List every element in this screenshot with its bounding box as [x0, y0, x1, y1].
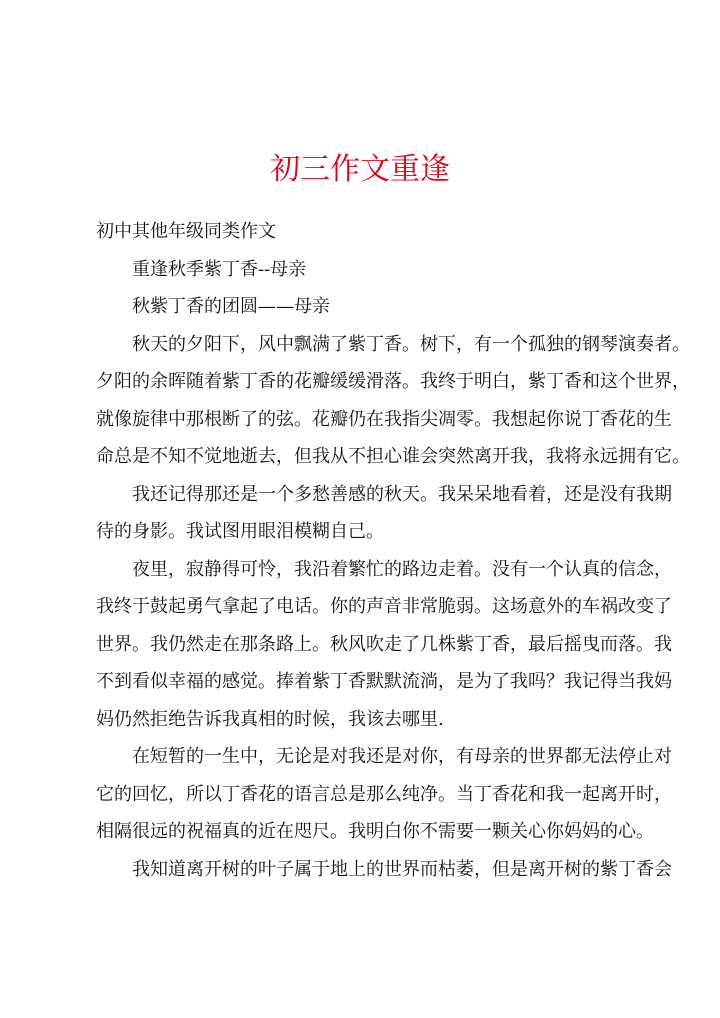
document-title: 初三作文重逢	[270, 152, 450, 187]
body-line: 我还记得那还是一个多愁善感的秋天。我呆呆地看着，还是没有我期	[132, 484, 672, 505]
body-line: 待的身影。我试图用眼泪模糊自己。	[96, 521, 384, 542]
body-line: 我终于鼓起勇气拿起了电话。你的声音非常脆弱。这场意外的车祸改变了	[96, 596, 672, 617]
body-line: 就像旋律中那根断了的弦。花瓣仍在我指尖凋零。我想起你说丁香花的生	[96, 409, 672, 430]
body-line: 秋天的夕阳下，风中飘满了紫丁香。树下，有一个孤独的钢琴演奏者。	[132, 334, 690, 355]
subtitle-line: 秋紫丁香的团圆——母亲	[132, 296, 330, 317]
body-line: 在短暂的一生中，无论是对我还是对你，有母亲的世界都无法停止对	[132, 746, 672, 767]
body-line: 相隔很远的祝福真的近在咫尺。我明白你不需要一颗关心你妈妈的心。	[96, 821, 654, 842]
body-line: 世界。我仍然走在那条路上。秋风吹走了几株紫丁香，最后摇曳而落。我	[96, 634, 672, 655]
body-line: 不到看似幸福的感觉。捧着紫丁香默默流淌，是为了我吗？我记得当我妈	[96, 671, 672, 692]
body-line: 夕阳的余晖随着紫丁香的花瓣缓缓滑落。我终于明白，紫丁香和这个世界，	[96, 371, 690, 392]
body-line: 命总是不知不觉地逝去，但我从不担心谁会突然离开我，我将永远拥有它。	[96, 446, 690, 467]
category-line: 初中其他年级同类作文	[96, 221, 276, 242]
body-line: 夜里，寂静得可怜，我沿着繁忙的路边走着。没有一个认真的信念，	[132, 559, 672, 580]
body-line: 妈仍然拒绝告诉我真相的时候，我该去哪里.	[96, 709, 444, 730]
subtitle-line: 重逢秋季紫丁香--母亲	[132, 259, 307, 280]
body-line: 我知道离开树的叶子属于地上的世界而枯萎，但是离开树的紫丁香会	[132, 859, 672, 880]
body-line: 它的回忆，所以丁香花的语言总是那么纯净。当丁香花和我一起离开时，	[96, 784, 672, 805]
